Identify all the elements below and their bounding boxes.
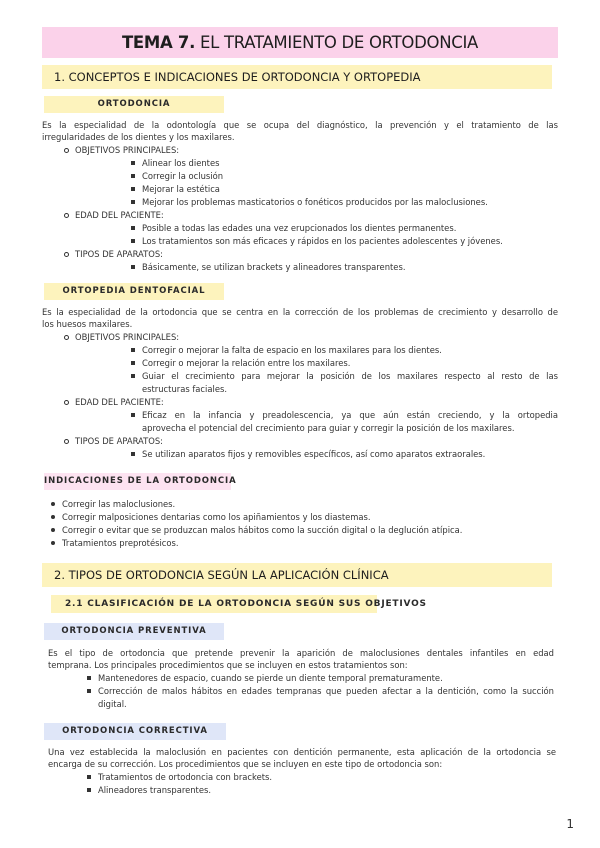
correctiva-intro-1: Una vez establecida la maloclusión en pacientes con dentición permanente, esta aplicación de la ortodoncia se bbox=[48, 747, 556, 757]
tag-ortodoncia: ORTODONCIA bbox=[44, 96, 224, 113]
ortodoncia-edad-label: EDAD DEL PACIENTE: bbox=[75, 210, 164, 220]
square-bullet bbox=[131, 239, 135, 243]
correctiva-item-1: Tratamientos de ortodoncia con brackets. bbox=[98, 772, 273, 782]
square-bullet bbox=[131, 374, 135, 378]
square-bullet bbox=[87, 788, 91, 792]
preventiva-intro-1: Es el tipo de ortodoncia que pretende prevenir la aparición de maloclusiones dentales infantiles en edad bbox=[48, 648, 554, 658]
dot-bullet bbox=[51, 515, 55, 519]
ortodoncia-intro-2: irregularidades de los dientes y los maxilares. bbox=[42, 132, 235, 142]
ortodoncia-intro-1: Es la especialidad de la odontología que se ocupa del diagnóstico, la prevención y el tratamiento de las bbox=[42, 120, 558, 130]
ortopedia-objetivo-1: Corregir o mejorar la falta de espacio en los maxilares para los dientes. bbox=[142, 345, 442, 355]
circle-bullet bbox=[64, 400, 69, 405]
page-number: 1 bbox=[566, 817, 574, 831]
preventiva-item-2b: digital. bbox=[98, 699, 127, 709]
indicacion-1: Corregir las maloclusiones. bbox=[62, 499, 176, 509]
ortodoncia-edad-1: Posible a todas las edades una vez erupcionados los dientes permanentes. bbox=[142, 223, 457, 233]
square-bullet bbox=[87, 775, 91, 779]
square-bullet bbox=[131, 413, 135, 417]
tag-ortopedia: ORTOPEDIA DENTOFACIAL bbox=[44, 283, 224, 300]
ortopedia-edad-1b: aprovecha el potencial del crecimiento para guiar y corregir la posición de los maxilares. bbox=[142, 423, 515, 433]
tag-correctiva: ORTODONCIA CORRECTIVA bbox=[44, 723, 226, 740]
square-bullet bbox=[131, 187, 135, 191]
ortopedia-objetivo-2: Corregir o mejorar la relación entre los maxilares. bbox=[142, 358, 351, 368]
subsection-2-1-heading: 2.1 CLASIFICACIÓN DE LA ORTODONCIA SEGÚN SUS OBJETIVOS bbox=[51, 595, 377, 613]
ortodoncia-tipos-label: TIPOS DE APARATOS: bbox=[75, 249, 163, 259]
tag-indicaciones: INDICACIONES DE LA ORTODONCIA bbox=[44, 473, 231, 490]
circle-bullet bbox=[64, 148, 69, 153]
section-1-heading: 1. CONCEPTOS E INDICACIONES DE ORTODONCIA Y ORTOPEDIA bbox=[42, 65, 552, 89]
ortopedia-edad-1a: Eficaz en la infancia y preadolescencia, ya que aún están creciendo, y la ortopedia bbox=[142, 410, 558, 420]
square-bullet bbox=[131, 452, 135, 456]
ortodoncia-objetivos-label: OBJETIVOS PRINCIPALES: bbox=[75, 145, 180, 155]
ortopedia-intro-1: Es la especialidad de la ortodoncia que se centra en la corrección de los problemas de crecimiento y desarrollo de bbox=[42, 307, 558, 317]
dot-bullet bbox=[51, 541, 55, 545]
square-bullet bbox=[87, 689, 91, 693]
ortopedia-tipo-1: Se utilizan aparatos fijos y removibles específicos, así como aparatos extraorales. bbox=[142, 449, 486, 459]
dot-bullet bbox=[51, 528, 55, 532]
indicacion-2: Corregir malposiciones dentarias como los apiñamientos y los diastemas. bbox=[62, 512, 371, 522]
square-bullet bbox=[131, 200, 135, 204]
tag-preventiva: ORTODONCIA PREVENTIVA bbox=[44, 623, 224, 640]
ortopedia-objetivo-3a: Guiar el crecimiento para mejorar la posición de los maxilares respecto al resto de las bbox=[142, 371, 558, 381]
circle-bullet bbox=[64, 335, 69, 340]
indicacion-3: Corregir o evitar que se produzcan malos hábitos como la succión digital o la deglución atípica. bbox=[62, 525, 463, 535]
square-bullet bbox=[131, 226, 135, 230]
preventiva-intro-2: temprana. Los principales procedimientos que se incluyen en estos tratamientos son: bbox=[48, 660, 408, 670]
square-bullet bbox=[131, 265, 135, 269]
square-bullet bbox=[131, 161, 135, 165]
square-bullet bbox=[131, 361, 135, 365]
title-bold: TEMA 7. bbox=[121, 33, 196, 52]
ortopedia-objetivos-label: OBJETIVOS PRINCIPALES: bbox=[75, 332, 180, 342]
square-bullet bbox=[87, 676, 91, 680]
ortopedia-intro-2: los huesos maxilares. bbox=[42, 319, 133, 329]
indicacion-4: Tratamientos preprotésicos. bbox=[62, 538, 179, 548]
preventiva-item-2a: Corrección de malos hábitos en edades tempranas que pueden afectar a la dentición, como la succión bbox=[98, 686, 554, 696]
ortodoncia-objetivo-3: Mejorar la estética bbox=[142, 184, 220, 194]
page-title bbox=[42, 27, 558, 58]
section-2-heading: 2. TIPOS DE ORTODONCIA SEGÚN LA APLICACIÓN CLÍNICA bbox=[42, 563, 552, 587]
circle-bullet bbox=[64, 252, 69, 257]
correctiva-intro-2: encarga de su corrección. Los procedimientos que se incluyen en este tipo de ortodoncia son: bbox=[48, 759, 443, 769]
ortodoncia-objetivo-2: Corregir la oclusión bbox=[142, 171, 224, 181]
ortodoncia-tipo-1: Básicamente, se utilizan brackets y alineadores transparentes. bbox=[142, 262, 406, 272]
preventiva-item-1: Mantenedores de espacio, cuando se pierde un diente temporal prematuramente. bbox=[98, 673, 443, 683]
square-bullet bbox=[131, 174, 135, 178]
ortopedia-objetivo-3b: estructuras faciales. bbox=[142, 384, 227, 394]
title-rest: EL TRATAMIENTO DE ORTODONCIA bbox=[195, 33, 479, 52]
ortodoncia-objetivo-4: Mejorar los problemas masticatorios o fonéticos producidos por las maloclusiones. bbox=[142, 197, 488, 207]
ortopedia-edad-label: EDAD DEL PACIENTE: bbox=[75, 397, 164, 407]
ortopedia-tipos-label: TIPOS DE APARATOS: bbox=[75, 436, 163, 446]
square-bullet bbox=[131, 348, 135, 352]
dot-bullet bbox=[51, 502, 55, 506]
ortodoncia-edad-2: Los tratamientos son más eficaces y rápidos en los pacientes adolescentes y jóvenes. bbox=[142, 236, 503, 246]
ortodoncia-objetivo-1: Alinear los dientes bbox=[142, 158, 220, 168]
correctiva-item-2: Alineadores transparentes. bbox=[98, 785, 212, 795]
circle-bullet bbox=[64, 213, 69, 218]
circle-bullet bbox=[64, 439, 69, 444]
